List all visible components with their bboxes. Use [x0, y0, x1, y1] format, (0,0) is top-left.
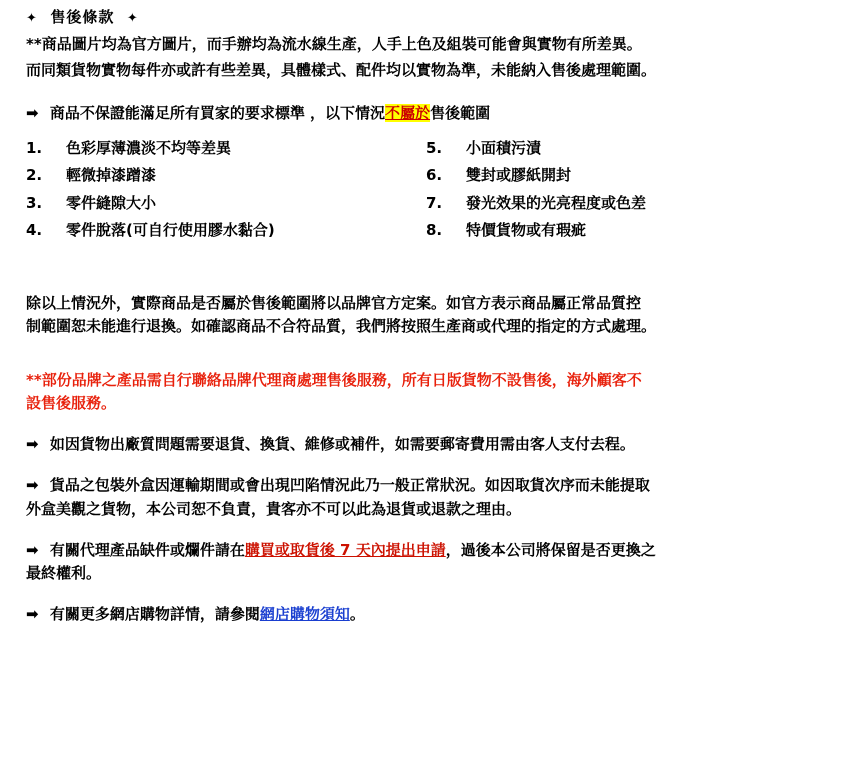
arrow-icon: ➡	[26, 605, 39, 624]
warning-paragraph	[26, 369, 850, 416]
bullet-packaging-line-1	[26, 474, 850, 497]
spacer	[26, 274, 850, 292]
item-text: 小面積污漬	[466, 139, 542, 157]
bullet-packaging-line-2: 外盒美觀之貨物，本公司恕不負責，貴客亦不可以此為退貨或退款之理由。	[26, 499, 522, 518]
bullet-more-suffix: 。	[349, 605, 365, 624]
policy-line-2: 制範圍恕未能進行退換。如確認商品不合符品質，我們將按照生產商或代理的指定的方式處理。	[26, 317, 657, 336]
spacer	[26, 456, 850, 474]
diamond-right-icon: ✦	[126, 11, 139, 26]
item-text: 零件縫隙大小	[66, 193, 157, 212]
table-row	[26, 135, 850, 162]
warning-line-1: **部份品牌之產品需自行聯絡品牌代理商處理售後服務，所有日版貨物不設售後，海外顧客不	[26, 370, 642, 389]
warning-line-2: 設售後服務。	[26, 393, 117, 412]
item-number: 1.	[26, 139, 43, 157]
item-number: 4.	[26, 220, 43, 239]
table-row	[26, 217, 850, 244]
policy-line-1: 除以上情況外，實際商品是否屬於售後範圍將以品牌官方定案。如官方表示商品屬正常品質控	[26, 294, 642, 312]
bullet-more-prefix: 有關更多網店購物詳情，請參閱	[49, 605, 260, 624]
item-number: 3.	[26, 193, 43, 212]
bullet-more-info	[26, 603, 850, 626]
bullet-agent-line-2: 最終權利。	[26, 564, 102, 582]
arrow-icon: ➡	[26, 540, 39, 559]
bullet-agent-emphasis: 購買或取貨後 7 天內提出申請	[244, 540, 446, 559]
bullet-shipping-text: 如因貨物出廠質問題需要退貨、換貨、維修或補件，如需要郵寄費用需由客人支付去程。	[49, 435, 635, 453]
item-text: 特價貨物或有瑕疵	[466, 220, 587, 239]
spacer	[26, 339, 850, 369]
intro-line-1: **商品圖片均為官方圖片，而手辦均為流水線生產，人手上色及組裝可能會與實物有所差異。	[26, 35, 642, 54]
shopping-guide-link[interactable]: 網店購物須知	[259, 605, 350, 624]
item-text: 發光效果的光亮程度或色差	[466, 193, 647, 212]
item-number: 5.	[426, 139, 443, 157]
item-text: 零件脫落(可自行使用膠水黏合)	[66, 220, 275, 239]
arrow-icon: ➡	[26, 435, 39, 453]
notice-suffix: 售後範圍	[430, 103, 491, 122]
spacer	[26, 585, 850, 603]
table-row	[26, 162, 850, 189]
page-title-text: 售後條款	[50, 8, 115, 26]
spacer	[26, 521, 850, 539]
bullet-packaging-text-1: 貨品之包裝外盒因運輸期間或會出現凹陷情況此乃一般正常狀況。如因取貨次序而未能提取	[49, 476, 650, 495]
notice-line	[26, 102, 850, 125]
spacer	[26, 415, 850, 433]
spacer	[26, 84, 850, 102]
item-text: 輕微掉漆蹭漆	[66, 166, 157, 185]
bullet-agent-claim	[26, 539, 850, 586]
intro-line-2: 而同類貨物實物每件亦或許有些差異，具體樣式、配件均以實物為準，未能納入售後處理範圍。	[26, 60, 657, 79]
item-number: 2.	[26, 166, 43, 185]
notice-highlight: 不屬於	[385, 103, 431, 122]
spacer	[26, 244, 850, 274]
item-number: 6.	[426, 166, 443, 185]
item-text: 色彩厚薄濃淡不均等差異	[66, 139, 232, 157]
bullet-packaging	[26, 474, 850, 521]
diamond-left-icon: ✦	[26, 11, 38, 26]
policy-paragraph	[26, 292, 850, 339]
notice-prefix: 商品不保證能滿足所有買家的要求標準 ，以下情況	[49, 103, 386, 122]
page-title	[26, 6, 850, 29]
item-number: 8.	[426, 220, 443, 239]
table-row	[26, 190, 850, 217]
bullet-shipping	[26, 433, 850, 456]
arrow-icon: ➡	[26, 476, 39, 495]
arrow-icon: ➡	[26, 103, 39, 122]
item-text: 雙封或膠紙開封	[466, 166, 572, 185]
bullet-agent-line-1	[26, 539, 850, 562]
bullet-agent-prefix: 有關代理產品缺件或爛件請在	[49, 540, 245, 559]
item-number: 7.	[426, 193, 443, 212]
exclusion-items-table	[26, 135, 850, 244]
bullet-agent-suffix: ，過後本公司將保留是否更換之	[445, 540, 656, 559]
